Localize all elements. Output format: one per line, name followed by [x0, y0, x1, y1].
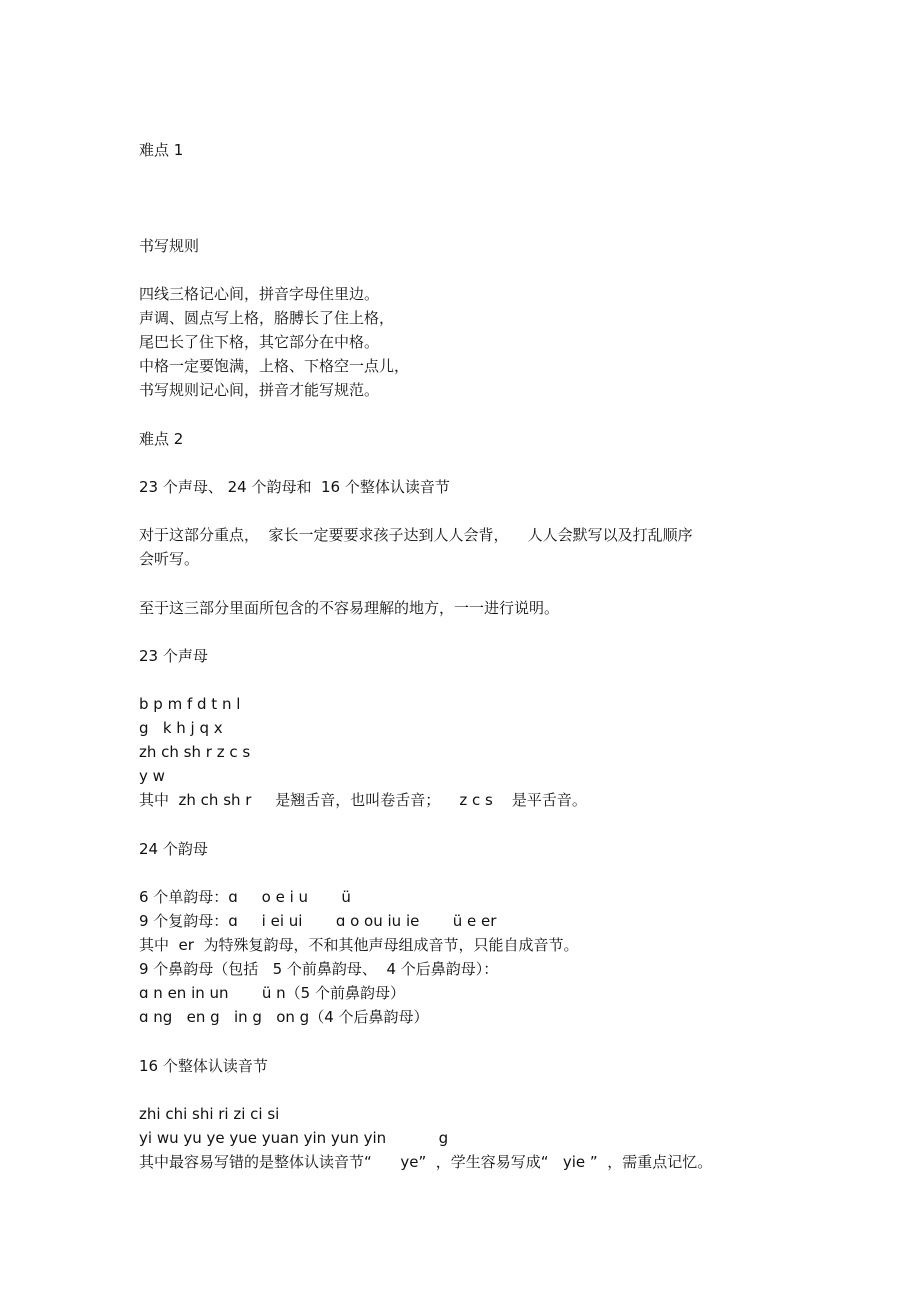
- initials-row: b p m f d t n l: [139, 695, 241, 713]
- writing-rules-title: 书写规则: [139, 237, 200, 255]
- initials-title: 23 个声母: [139, 647, 208, 665]
- syllables-row: zhi chi shi ri zi ci si: [139, 1105, 280, 1123]
- difficulty2-heading: 难点 2: [139, 430, 184, 448]
- explanation-intro: 至于这三部分里面所包含的不容易理解的地方，一一进行说明。: [139, 599, 560, 617]
- difficulty1-heading: 难点 1: [139, 141, 184, 159]
- syllables-title: 16 个整体认读音节: [139, 1057, 268, 1075]
- difficulty2-subtitle: 23 个声母、 24 个韵母和 16 个整体认读音节: [139, 478, 450, 496]
- rhyme-line: 书写规则记心间，拼音才能写规范。: [139, 381, 380, 399]
- rhyme-line: 四线三格记心间，拼音字母住里边。: [139, 285, 380, 303]
- syllables-row: yi wu yu ye yue yuan yin yun yin g: [139, 1129, 449, 1147]
- finals-line: 9 个复韵母：ɑ i ei ui ɑ o ou iu ie ü e er: [139, 912, 497, 930]
- initials-note: 其中 zh ch sh r 是翘舌音，也叫卷舌音； z c s 是平舌音。: [139, 791, 587, 809]
- rhyme-line: 尾巴长了住下格，其它部分在中格。: [139, 333, 380, 351]
- finals-line: 其中 er 为特殊复韵母，不和其他声母组成音节，只能自成音节。: [139, 936, 579, 954]
- parent-requirement-line: 会听写。: [139, 550, 200, 568]
- finals-line: 6 个单韵母：ɑ o e i u ü: [139, 888, 351, 906]
- finals-line: 9 个鼻韵母（包括 5 个前鼻韵母、 4 个后鼻韵母）：: [139, 960, 499, 978]
- syllables-note: 其中最容易写错的是整体认读音节“ ye” ，学生容易写成“ yie ” ，需重点记忆。: [139, 1153, 713, 1171]
- initials-row: zh ch sh r z c s: [139, 743, 251, 761]
- finals-title: 24 个韵母: [139, 840, 208, 858]
- initials-row: g k h j q x: [139, 719, 223, 737]
- rhyme-line: 中格一定要饱满，上格、下格空一点儿，: [139, 357, 410, 375]
- rhyme-line: 声调、圆点写上格，胳膊长了住上格，: [139, 309, 395, 327]
- parent-requirement-line: 对于这部分重点， 家长一定要要求孩子达到人人会背， 人人会默写以及打乱顺序: [139, 526, 693, 544]
- finals-line: ɑ ng en g in g on g（4 个后鼻韵母）: [139, 1008, 429, 1026]
- finals-line: ɑ n en in un ü n（5 个前鼻韵母）: [139, 984, 405, 1002]
- initials-row: y w: [139, 767, 165, 785]
